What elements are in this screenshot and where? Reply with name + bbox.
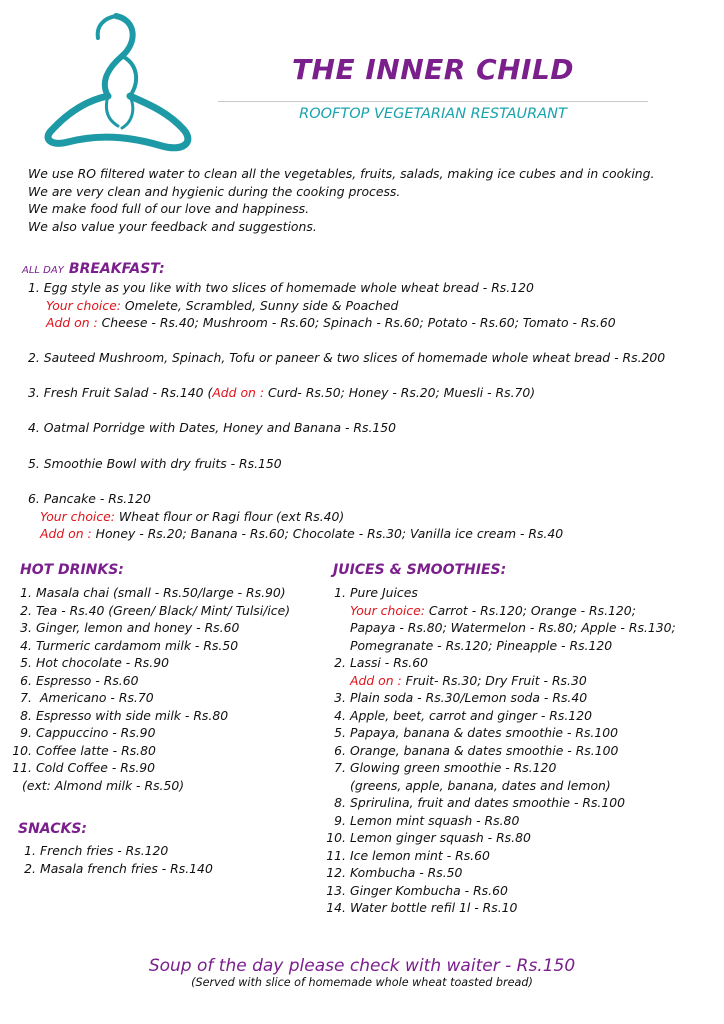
soup-of-the-day: Soup of the day please check with waiter - Rs.150: [148, 956, 576, 976]
choice-text: Omelete, Scrambled, Sunny side & Poached: [120, 297, 399, 313]
list-item: [10, 637, 290, 655]
intro-line: We make food full of our love and happiness.: [28, 201, 310, 216]
list-item: [324, 794, 676, 812]
menu-item-text: Lassi - Rs.60: [350, 655, 428, 670]
menu-item-text: Kombucha - Rs.50: [350, 865, 463, 880]
list-item: [324, 899, 676, 917]
item-number: 6.: [20, 672, 32, 688]
menu-item-text: Ice lemon mint - Rs.60: [350, 847, 490, 863]
list-item: [324, 707, 676, 725]
list-item: [324, 864, 676, 882]
item-number: 8.: [20, 707, 32, 723]
juices-title: JUICES & SMOOTHIES:: [333, 562, 507, 578]
list-item: [10, 759, 290, 777]
list-item: [324, 689, 676, 707]
menu-item-text: Ginger, lemon and honey - Rs.60: [36, 620, 240, 635]
item-number: 7.: [20, 690, 32, 705]
item-detail: Papaya - Rs.80; Watermelon - Rs.80; Apple - Rs.130;: [350, 620, 676, 635]
item-number: 1.: [20, 585, 32, 600]
menu-item-text: Cold Coffee - Rs.90: [36, 760, 156, 775]
breakfast-item-5: 5. Smoothie Bowl with dry fruits - Rs.150: [28, 456, 282, 471]
menu-item-text: Masala french fries - Rs.140: [40, 860, 213, 876]
item-detail: (greens, apple, banana, dates and lemon): [350, 777, 611, 793]
title-divider: [218, 101, 648, 102]
item-number: 3.: [334, 690, 346, 705]
hot-drinks-note: (ext: Almond milk - Rs.50): [22, 777, 185, 793]
menu-item-text: Water bottle refil 1l - Rs.10: [350, 900, 518, 915]
snacks-list: [14, 842, 213, 877]
menu-item-text: Tea - Rs.40 (Green/ Black/ Mint/ Tulsi/ice): [36, 602, 291, 618]
menu-item-text: 6. Pancake - Rs.120: [28, 491, 151, 506]
menu-item-text: French fries - Rs.120: [40, 843, 169, 858]
snacks-title: SNACKS:: [18, 821, 88, 837]
list-item: [324, 759, 676, 777]
item-number: 2.: [334, 655, 346, 670]
item-number: 5.: [334, 725, 346, 740]
menu-item-text: Orange, banana & dates smoothie - Rs.100: [350, 742, 619, 758]
item-number: 7.: [334, 760, 346, 775]
restaurant-title: THE INNER CHILD: [291, 53, 575, 86]
list-item: [10, 602, 290, 620]
menu-item-text: Masala chai (small - Rs.50/large - Rs.90): [36, 585, 286, 600]
breakfast-item-4: 4. Oatmal Porridge with Dates, Honey and Banana - Rs.150: [28, 420, 397, 435]
list-item: [10, 654, 290, 672]
breakfast-item-3: [28, 384, 535, 402]
list-item: [324, 742, 676, 760]
menu-item-text: Turmeric cardamom milk - Rs.50: [36, 637, 239, 653]
list-item: [324, 829, 676, 847]
menu-item-text: Apple, beet, carrot and ginger - Rs.120: [350, 707, 592, 723]
breakfast-item-1: [28, 279, 616, 332]
breakfast-item-2: 2. Sauteed Mushroom, Spinach, Tofu or paneer & two slices of homemade whole wheat bread - Rs.200: [28, 350, 666, 365]
item-number: 12.: [326, 865, 346, 880]
item-number: 13.: [326, 882, 346, 898]
menu-item-text: 1. Egg style as you like with two slices of homemade whole wheat bread - Rs.120: [28, 280, 534, 295]
choice-label: Your choice:: [40, 508, 115, 524]
menu-item-text: Ginger Kombucha - Rs.60: [350, 882, 508, 898]
item-detail: Pomegranate - Rs.120; Pineapple - Rs.120: [350, 637, 613, 653]
item-detail: Your choice: Carrot - Rs.120; Orange - Rs.120;: [350, 602, 636, 618]
list-item: [10, 672, 290, 690]
item-number: 9.: [20, 725, 32, 740]
breakfast-prefix: ALL DAY: [22, 265, 64, 276]
intro-line: We also value your feedback and suggestions.: [28, 218, 317, 234]
choice-label: Your choice:: [350, 602, 425, 618]
addon-label: Add on :: [212, 385, 265, 400]
soup-note: (Served with slice of homemade whole wheat toasted bread): [191, 976, 533, 989]
list-item: [324, 584, 676, 602]
item-number: 5.: [20, 655, 32, 670]
item-number: 11.: [326, 847, 346, 863]
addon-text: Curd- Rs.50; Honey - Rs.20; Muesli - Rs.70): [264, 385, 536, 400]
list-item: [10, 584, 290, 602]
item-number: 8.: [334, 795, 346, 810]
breakfast-heading: [22, 258, 165, 277]
list-item: [324, 882, 676, 900]
item-number: 14.: [326, 900, 346, 915]
item-number: 2.: [24, 860, 36, 876]
item-number: 6.: [334, 742, 346, 758]
hot-drinks-title: HOT DRINKS:: [20, 562, 124, 578]
intro-line: We are very clean and hygienic during the cooking process.: [28, 183, 401, 199]
menu-item-text: 3. Fresh Fruit Salad - Rs.140 (: [28, 385, 213, 400]
menu-item-text: Espresso with side milk - Rs.80: [36, 707, 229, 723]
list-item: [10, 724, 290, 742]
intro-statement: [28, 165, 708, 235]
menu-item-text: Lemon mint squash - Rs.80: [350, 812, 520, 828]
menu-item-text: Lemon ginger squash - Rs.80: [350, 830, 531, 845]
menu-item-text: Coffee latte - Rs.80: [36, 742, 156, 758]
item-number: 4.: [20, 637, 32, 653]
menu-item-text: Cappuccino - Rs.90: [36, 725, 156, 740]
menu-item-text: Sprirulina, fruit and dates smoothie - Rs.100: [350, 795, 626, 810]
item-number: 1.: [24, 843, 36, 858]
addon-label: Add on :: [46, 315, 98, 330]
list-item: [10, 707, 290, 725]
list-item: [324, 847, 676, 865]
menu-item-text: Plain soda - Rs.30/Lemon soda - Rs.40: [350, 690, 588, 705]
list-item: [14, 860, 213, 878]
list-item: [10, 742, 290, 760]
addon-label: Add on :: [40, 526, 92, 541]
item-number: 9.: [334, 812, 346, 828]
item-number: 10.: [12, 742, 32, 758]
item-detail: Add on : Fruit- Rs.30; Dry Fruit - Rs.30: [350, 672, 587, 688]
meditating-figure-logo-icon: [38, 12, 200, 154]
list-item: [324, 724, 676, 742]
breakfast-title: BREAKFAST:: [68, 261, 165, 277]
menu-item-text: Pure Juices: [350, 585, 418, 600]
list-item: [324, 654, 676, 672]
intro-line: We use RO filtered water to clean all the vegetables, fruits, salads, making ice cubes and in cooking.: [28, 166, 655, 181]
item-number: 11.: [12, 760, 32, 775]
list-item: [324, 812, 676, 830]
item-number: 1.: [334, 585, 346, 600]
restaurant-subtitle: ROOFTOP VEGETARIAN RESTAURANT: [299, 106, 567, 122]
item-number: 3.: [20, 620, 32, 635]
item-number: 2.: [20, 602, 32, 618]
menu-item-text: Hot chocolate - Rs.90: [36, 655, 169, 670]
juices-list: [324, 584, 676, 917]
list-item: [10, 689, 290, 707]
breakfast-item-6: [28, 490, 563, 543]
addon-label: Add on :: [350, 672, 402, 688]
item-number: 4.: [334, 707, 346, 723]
menu-item-text: Espresso - Rs.60: [36, 672, 139, 688]
choice-text: Wheat flour or Ragi flour (ext Rs.40): [114, 508, 345, 524]
addon-text: Honey - Rs.20; Banana - Rs.60; Chocolate - Rs.30; Vanilla ice cream - Rs.40: [91, 526, 564, 541]
hot-drinks-list: [10, 584, 290, 794]
list-item: [10, 619, 290, 637]
menu-item-text: Americano - Rs.70: [36, 690, 154, 705]
addon-text: Cheese - Rs.40; Mushroom - Rs.60; Spinach - Rs.60; Potato - Rs.60; Tomato - Rs.60: [97, 315, 616, 330]
list-item: [14, 842, 213, 860]
menu-item-text: Papaya, banana & dates smoothie - Rs.100: [350, 725, 619, 740]
item-number: 10.: [326, 830, 346, 845]
menu-item-text: Glowing green smoothie - Rs.120: [350, 760, 557, 775]
choice-label: Your choice:: [46, 297, 121, 313]
